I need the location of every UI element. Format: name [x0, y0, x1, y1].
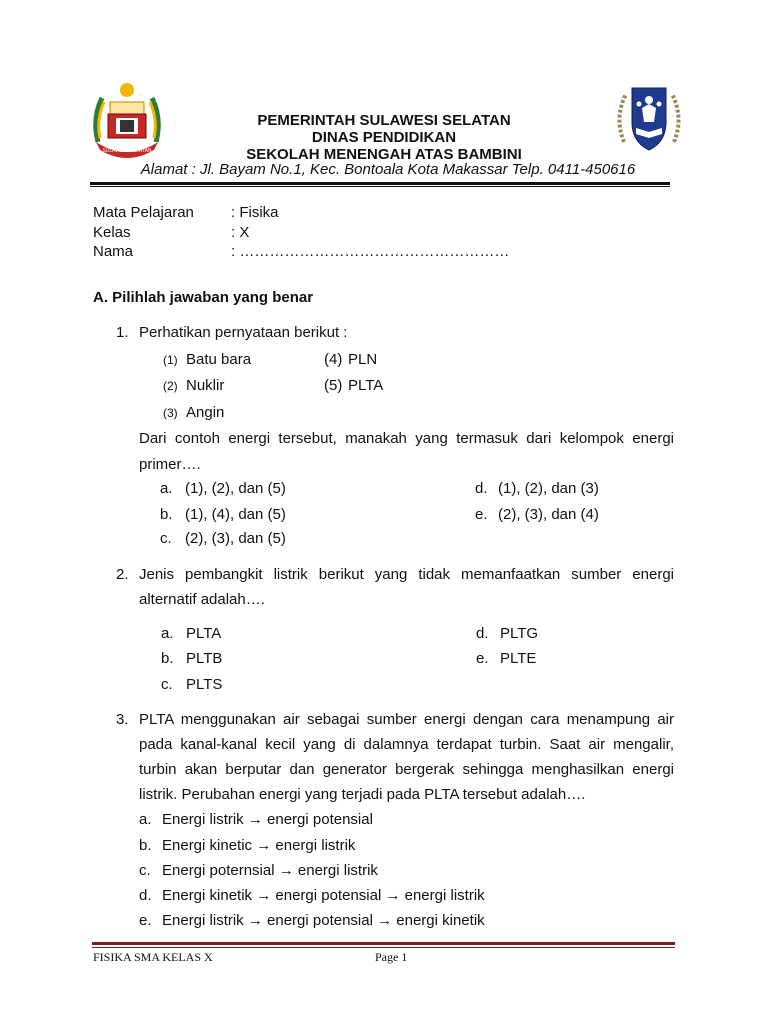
class-value: : X — [231, 224, 250, 241]
header-rule-thin — [90, 186, 670, 187]
class-label: Kelas — [93, 224, 131, 241]
q1-stem: Perhatikan pernyataan berikut : — [139, 324, 348, 341]
q2-option-b[interactable]: PLTB — [186, 650, 223, 667]
q3-option-a[interactable]: Energi listrik → energi potensial — [162, 811, 373, 828]
subject-label: Mata Pelajaran — [93, 204, 194, 221]
q1-item-text: PLTA — [348, 377, 384, 394]
emblem-ribbon-text: SULAWESI SELATAN — [102, 148, 152, 154]
header-rule-thick — [90, 182, 670, 185]
q2-number: 2. — [116, 566, 129, 583]
footer-subject: FISIKA SMA KELAS X — [93, 950, 213, 964]
name-value: : ……………………………………………… — [231, 243, 510, 260]
q1-prompt-line: primer…. — [139, 456, 201, 473]
q1-option-label: e. — [475, 506, 488, 523]
q1-option-label: d. — [475, 480, 488, 497]
q1-item-number: (4) — [324, 351, 343, 368]
q1-item-text: Nuklir — [186, 377, 225, 394]
q1-item-number: (1) — [163, 353, 178, 367]
name-label: Nama — [93, 243, 134, 260]
q3-option-label: c. — [139, 862, 151, 879]
q3-stem-line: PLTA menggunakan air sebagai sumber energi dengan cara menampung air — [139, 711, 674, 728]
q3-option-d[interactable]: Energi kinetik → energi potensial → energi listrik — [162, 887, 485, 904]
header-school: SEKOLAH MENENGAH ATAS BAMBINI — [246, 146, 522, 163]
q1-item-text: Batu bara — [186, 351, 252, 368]
header-government: PEMERINTAH SULAWESI SELATAN — [257, 112, 511, 129]
q3-option-c[interactable]: Energi poternsial → energi listrik — [162, 862, 378, 879]
q1-option-label: c. — [160, 530, 172, 547]
header-address: Alamat : Jl. Bayam No.1, Kec. Bontoala Kota Makassar Telp. 0411-450616 — [140, 161, 636, 178]
q1-option-b[interactable]: (1), (4), dan (5) — [185, 506, 286, 523]
q1-option-label: a. — [160, 480, 173, 497]
q3-stem-line: turbin akan berputar dan generator bergerak sehingga menghasilkan energi — [139, 761, 674, 778]
q1-number: 1. — [116, 324, 129, 341]
q1-option-a[interactable]: (1), (2), dan (5) — [185, 480, 286, 497]
q3-number: 3. — [116, 711, 129, 728]
q1-item-number: (5) — [324, 377, 343, 394]
q1-prompt-line: Dari contoh energi tersebut, manakah yang termasuk dari kelompok energi — [139, 430, 674, 447]
q1-item-text: Angin — [186, 404, 225, 421]
q1-option-d[interactable]: (1), (2), dan (3) — [498, 480, 599, 497]
q1-option-c[interactable]: (2), (3), dan (5) — [185, 530, 286, 547]
q2-option-c[interactable]: PLTS — [186, 676, 223, 693]
q3-option-label: d. — [139, 887, 152, 904]
q1-item-number: (2) — [163, 379, 178, 393]
q2-option-label: d. — [476, 625, 489, 642]
q2-stem-line: Jenis pembangkit listrik berikut yang tidak memanfaatkan sumber energi — [139, 566, 674, 583]
footer-rule-thick — [92, 942, 675, 945]
q1-item-text: PLN — [348, 351, 378, 368]
header-department: DINAS PENDIDIKAN — [311, 129, 457, 146]
q2-stem-line: alternatif adalah…. — [139, 591, 265, 608]
q2-option-label: a. — [161, 625, 174, 642]
q1-item-number: (3) — [163, 406, 178, 420]
q3-option-e[interactable]: Energi listrik → energi potensial → energi kinetik — [162, 912, 485, 929]
q1-option-label: b. — [160, 506, 173, 523]
q1-option-e[interactable]: (2), (3), dan (4) — [498, 506, 599, 523]
footer-rule-thin — [92, 947, 675, 948]
q2-option-label: b. — [161, 650, 174, 667]
q2-option-label: c. — [161, 676, 173, 693]
q2-option-e[interactable]: PLTE — [500, 650, 537, 667]
q2-option-label: e. — [476, 650, 489, 667]
footer-page-number: Page 1 — [375, 950, 408, 964]
q3-stem-line: pada kanal-kanal kecil yang di dalamnya terdapat turbin. Saat air mengalir, — [139, 736, 674, 753]
q2-option-d[interactable]: PLTG — [500, 625, 539, 642]
q3-option-label: a. — [139, 811, 152, 828]
q3-stem-line: listrik. Perubahan energi yang terjadi pada PLTA tersebut adalah…. — [139, 786, 586, 803]
q3-option-label: b. — [139, 837, 152, 854]
q2-option-a[interactable]: PLTA — [186, 625, 222, 642]
section-title: A. Pilihlah jawaban yang benar — [93, 289, 314, 306]
q3-option-b[interactable]: Energi kinetic → energi listrik — [162, 837, 356, 854]
q3-option-label: e. — [139, 912, 152, 929]
subject-value: : Fisika — [231, 204, 279, 221]
